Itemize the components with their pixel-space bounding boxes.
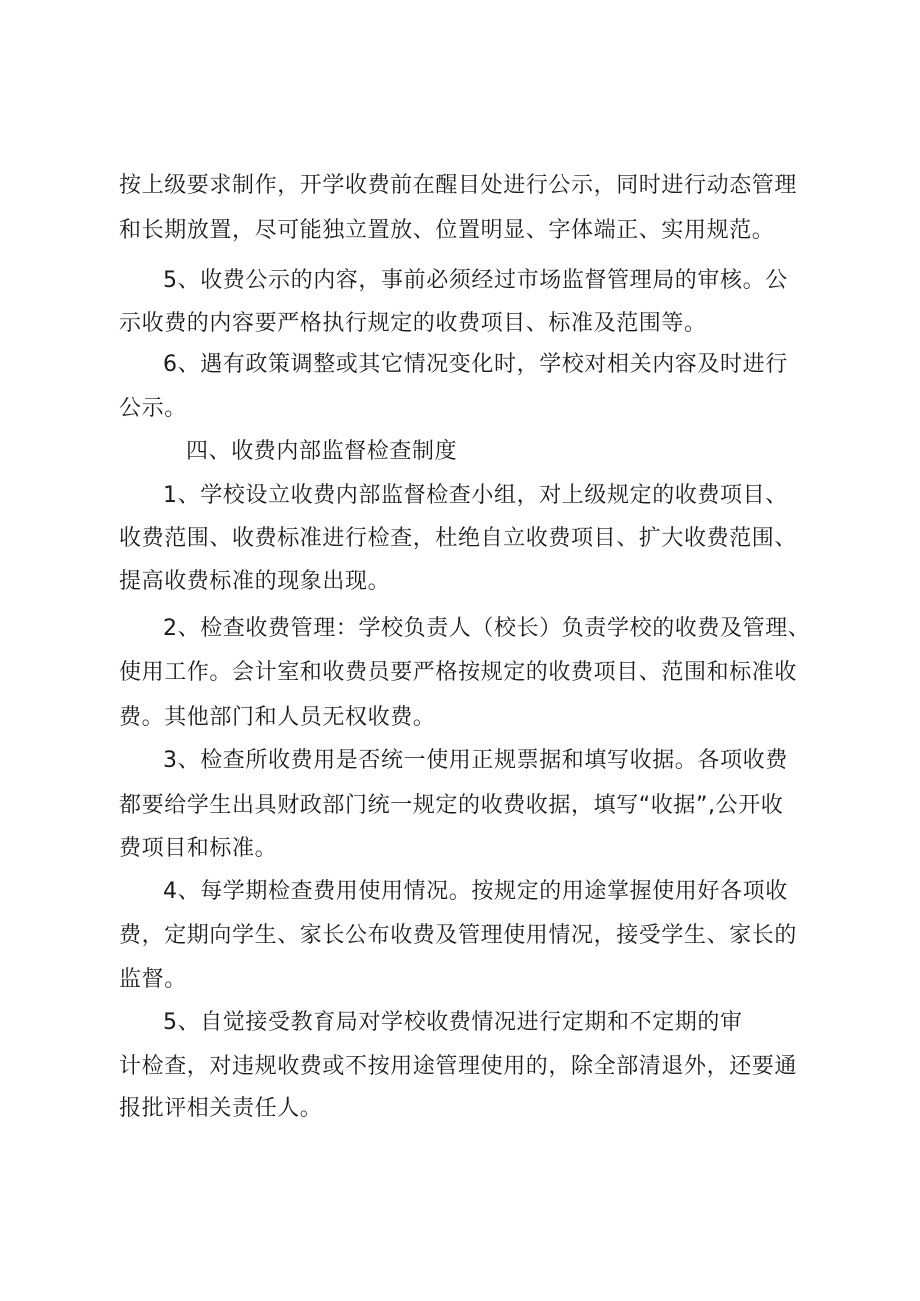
- text-line: 监督。: [119, 967, 187, 992]
- text-line: 5、收费公示的内容，事前必须经过市场监督管理局的审核。公: [163, 268, 788, 293]
- text-line: 6、遇有政策调整或其它情况变化时，学校对相关内容及时进行: [163, 352, 788, 377]
- text-line: 公示。: [119, 396, 187, 421]
- text-line: 2、检查收费管理：学校负责人（校长）负责学校的收费及管理、: [163, 616, 811, 641]
- text-line: 都要给学生出具财政部门统一规定的收费收据，填写“收据”,公开收: [119, 793, 784, 818]
- text-line: 示收费的内容要严格执行规定的收费项目、标准及范围等。: [119, 311, 707, 336]
- text-line: 和长期放置，尽可能独立置放、位置明显、字体端正、实用规范。: [119, 218, 775, 243]
- text-line: 提高收费标准的现象出现。: [119, 569, 391, 594]
- text-line: 收费范围、收费标准进行检查，杜绝自立收费项目、扩大收费范围、: [119, 526, 798, 551]
- text-line: 费。其他部门和人员无权收费。: [119, 705, 436, 730]
- text-line: 费，定期向学生、家长公布收费及管理使用情况，接受学生、家长的: [119, 923, 798, 948]
- text-line: 费项目和标准。: [119, 836, 278, 861]
- text-line: 5、自觉接受教育局对学校收费情况进行定期和不定期的审: [163, 1010, 743, 1035]
- text-line: 按上级要求制作，开学收费前在醒目处进行公示，同时进行动态管理: [119, 173, 798, 198]
- text-line: 报批评相关责任人。: [119, 1096, 323, 1121]
- text-line: 使用工作。会计室和收费员要严格按规定的收费项目、范围和标准收: [119, 660, 798, 685]
- text-line: 1、学校设立收费内部监督检查小组，对上级规定的收费项目、: [163, 483, 788, 508]
- text-line: 计检查，对违规收费或不按用途管理使用的，除全部清退外，还要通: [119, 1054, 798, 1079]
- text-line: 3、检查所收费用是否统一使用正规票据和填写收据。各项收费: [163, 748, 788, 773]
- section-heading: 四、收费内部监督检查制度: [186, 439, 458, 464]
- text-line: 4、每学期检查费用使用情况。按规定的用途掌握使用好各项收: [163, 879, 788, 904]
